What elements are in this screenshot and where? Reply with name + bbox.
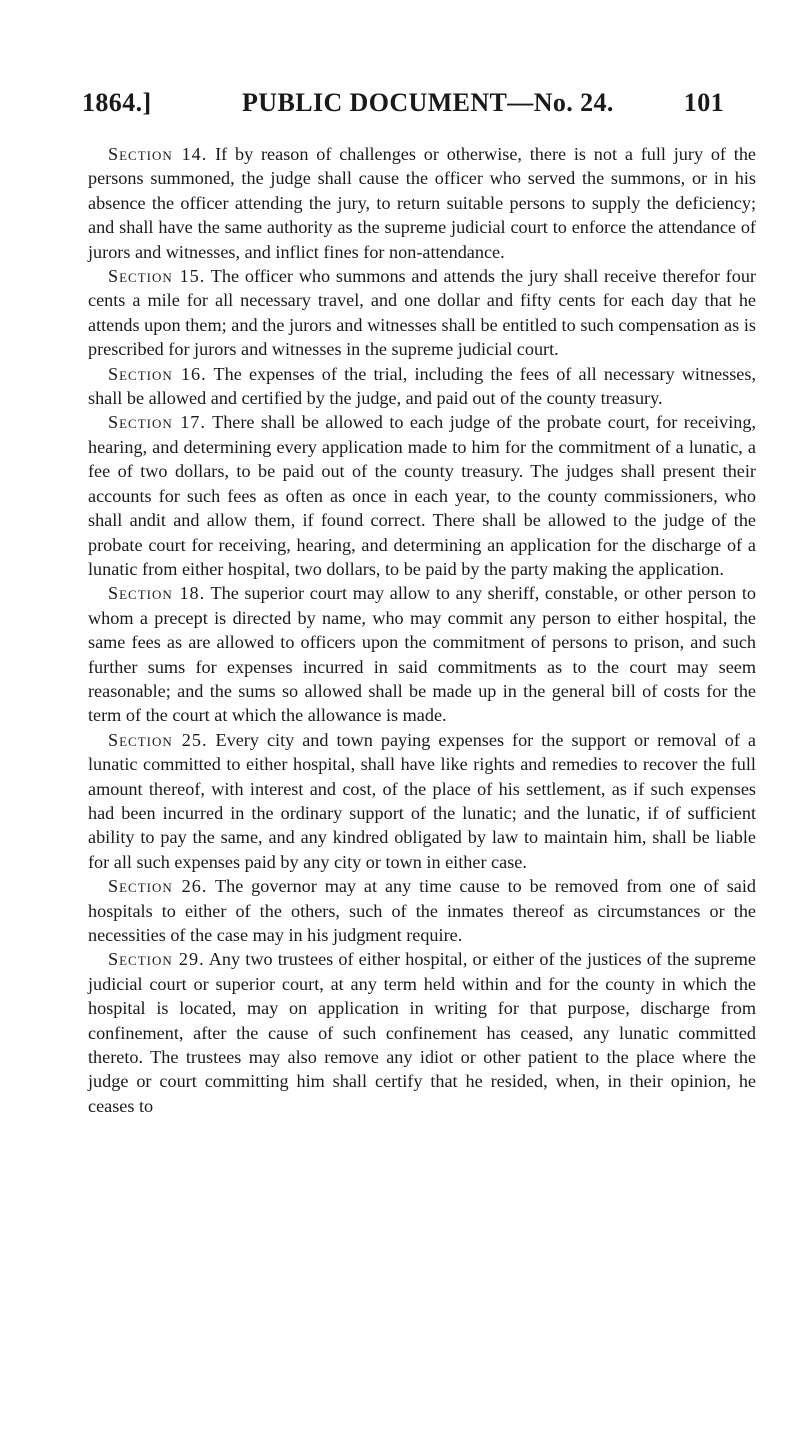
section-label: Section 29. (108, 949, 205, 970)
body-text (88, 142, 756, 1118)
header-title: PUBLIC DOCUMENT—No. 24. (242, 88, 614, 117)
section-text: There shall be allowed to each judge of the probate court, for receiving, hearing, and determining every application made to him for the commitment of a lunatic, a fee of two dollars, to be paid out of the county treasury. The judges shall present their accounts for such fees as often as once in each year, to the county commissioners, who shall andit and allow them, if found correct. There shall be allowed to the judge of the probate court for receiving, hearing, and determining an application for the discharge of a lunatic from either hospital, two dollars, to be paid by the party making the application. (88, 412, 756, 579)
section-label: Section 15. (108, 266, 206, 287)
section-29 (88, 947, 756, 1118)
section-25 (88, 728, 756, 874)
section-26 (88, 874, 756, 947)
section-text: The expenses of the trial, including the fees of all necessary witnesses, shall be allowed and certified by the judge, and paid out of the county treasury. (88, 363, 756, 409)
section-label: Section 14. (108, 144, 208, 164)
section-17 (88, 410, 756, 581)
running-header (82, 88, 724, 120)
section-label: Section 18. (108, 583, 206, 604)
section-text: The superior court may allow to any sheriff, constable, or other person to whom a precept is directed by name, who may commit any person to either hospital, the same fees as are allowed to officers upon the commitment of persons to prison, and such further sums for expenses incurred in said commitments as to the court may seem reasonable; and the sums so allowed shall be made up in the general bill of costs for the term of the court at which the allowance is made. (88, 583, 756, 726)
section-16 (88, 362, 756, 411)
section-text: If by reason of challenges or otherwise, there is not a full jury of the persons summoned, the judge shall cause the officer who served the summons, or in his absence the officer attending the jury, to return suitable persons to supply the deficiency; and shall have the same authority as the supreme judicial court to enforce the attendance of jurors and witnesses, and inflict fines for non-attendance. (88, 144, 757, 262)
header-year: 1864.] (82, 88, 152, 117)
section-text: The officer who summons and attends the jury shall receive therefor four cents a mile for all necessary travel, and one dollar and fifty cents for each day that he attends upon them; and the jurors and witnesses shall be entitled to such compensation as is prescribed for jurors and witnesses in the supreme judicial court. (88, 266, 756, 360)
section-18 (88, 581, 756, 727)
section-14 (88, 142, 756, 264)
section-label: Section 17. (108, 412, 206, 433)
section-label: Section 25. (108, 729, 208, 750)
section-label: Section 26. (108, 876, 208, 897)
section-text: The governor may at any time cause to be removed from one of said hospitals to either of the others, such of the inmates thereof as circumstances or the necessities of the case may in his judgment require. (88, 876, 756, 945)
section-text: Any two trustees of either hospital, or either of the justices of the supreme judicial court or superior court, at any term held within and for the county in which the hospital is located, may on application in writing for that purpose, discharge from confinement, after the cause of such confinement has ceased, any lunatic committed thereto. The trustees may also remove any idiot or other patient to the place where the judge or court committing him shall certify that he resided, when, in their opinion, he ceases to (88, 949, 756, 1116)
section-text: Every city and town paying expenses for the support or removal of a lunatic committed to either hospital, shall have like rights and remedies to recover the full amount thereof, with interest and cost, of the place of his settlement, as if such expenses had been incurred in the ordinary support of the lunatic; and the lunatic, if of sufficient ability to pay the same, and any kindred obligated by law to maintain him, shall be liable for all such expenses paid by any city or town in either case. (88, 729, 756, 872)
section-label: Section 16. (108, 363, 207, 384)
page-number: 101 (683, 88, 724, 117)
section-15 (88, 264, 756, 362)
